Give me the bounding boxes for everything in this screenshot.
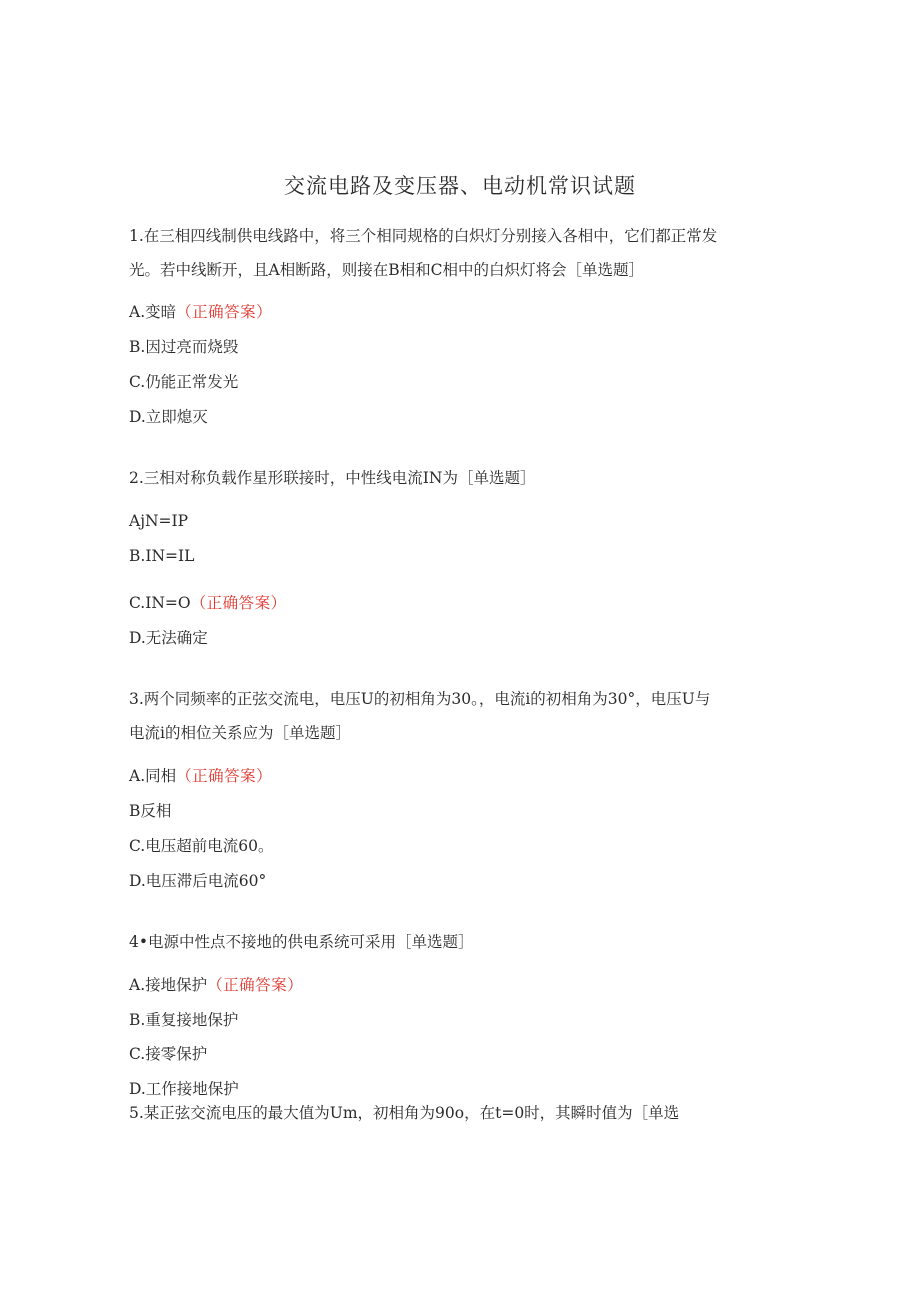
question-2-text-line-1: 2.三相对称负载作星形联接时，中性线电流IN为［单选题］: [129, 469, 536, 487]
question-4-text-line-1: 4•电源中性点不接地的供电系统可采用［单选题］: [129, 933, 474, 951]
question-4-option-b: B.重复接地保护: [129, 1011, 239, 1029]
option-text: C.IN=O: [129, 594, 191, 612]
option-text: A.同相: [129, 767, 177, 785]
question-3-option-b: B反相: [129, 802, 172, 820]
question-1-option-a: [129, 302, 272, 322]
correct-answer-mark: （正确答案）: [176, 767, 273, 785]
question-4-option-d: D.工作接地保护: [129, 1080, 239, 1098]
question-2-option-c: [129, 593, 287, 613]
question-1-text-line-2: 光。若中线断开，且A相断路，则接在B相和C相中的白炽灯将会［单选题］: [129, 261, 644, 279]
correct-answer-mark: （正确答案）: [207, 976, 304, 994]
option-text: A.接地保护: [129, 976, 208, 994]
question-3-text-line-1: 3.两个同频率的正弦交流电，电压U的初相角为30。，电流i的初相角为30°，电压U与: [129, 690, 711, 708]
option-text: A.变暗: [129, 303, 177, 321]
question-2-option-d: D.无法确定: [129, 629, 208, 647]
correct-answer-mark: （正确答案）: [176, 303, 273, 321]
question-1-option-b: B.因过亮而烧毁: [129, 338, 239, 356]
question-5-text-line-1: 5.某正弦交流电压的最大值为Um，初相角为90o，在t=0时，其瞬时值为［单选: [129, 1104, 680, 1122]
question-1-option-d: D.立即熄灭: [129, 408, 208, 426]
question-3-text-line-2: 电流i的相位关系应为［单选题］: [129, 724, 351, 742]
question-4-option-c: C.接零保护: [129, 1045, 208, 1063]
question-1-text-line-1: 1.在三相四线制供电线路中，将三个相同规格的白炽灯分别接入各相中，它们都正常发: [129, 227, 718, 245]
question-2-option-a: AjN=IP: [129, 512, 189, 530]
question-2-option-b: B.IN=IL: [129, 547, 195, 565]
page-title: 交流电路及变压器、电动机常识试题: [284, 174, 636, 198]
correct-answer-mark: （正确答案）: [190, 594, 287, 612]
question-4-option-a: [129, 975, 303, 995]
question-3-option-d: D.电压滞后电流60°: [129, 872, 267, 890]
question-1-option-c: C.仍能正常发光: [129, 373, 239, 391]
question-3-option-c: C.电压超前电流60。: [129, 837, 274, 855]
question-3-option-a: [129, 766, 272, 786]
